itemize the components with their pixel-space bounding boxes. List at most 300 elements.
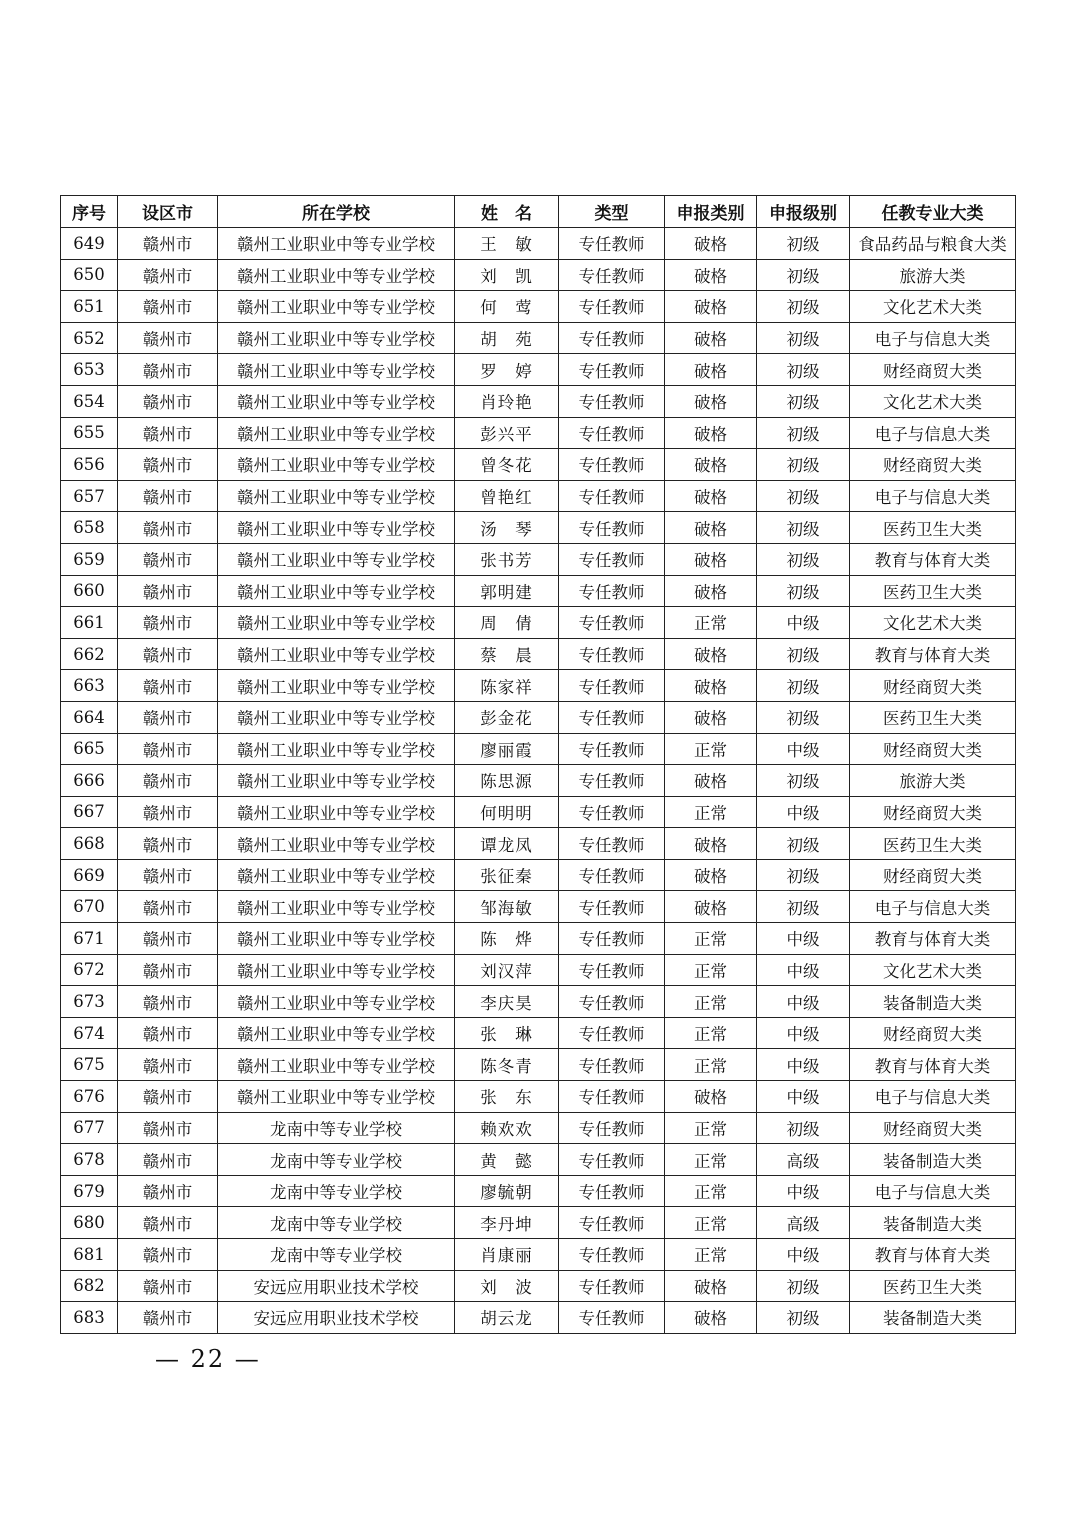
cell-index: 675 [61, 1049, 118, 1081]
cell-city: 赣州市 [118, 259, 218, 291]
cell-city: 赣州市 [118, 733, 218, 765]
cell-major-category: 旅游大类 [850, 259, 1016, 291]
cell-application-category: 破格 [665, 322, 757, 354]
cell-name: 邹海敏 [455, 891, 559, 923]
cell-index: 663 [61, 670, 118, 702]
cell-type: 专任教师 [559, 1049, 665, 1081]
cell-application-level: 初级 [757, 670, 850, 702]
cell-application-level: 初级 [757, 322, 850, 354]
cell-application-category: 正常 [665, 607, 757, 639]
header-row [61, 196, 1016, 228]
cell-application-level: 高级 [757, 1207, 850, 1239]
table-row [61, 1207, 1016, 1239]
cell-application-category: 破格 [665, 1270, 757, 1302]
cell-application-level: 初级 [757, 354, 850, 386]
cell-application-level: 初级 [757, 543, 850, 575]
cell-application-level: 中级 [757, 1239, 850, 1271]
cell-application-level: 初级 [757, 512, 850, 544]
cell-application-category: 破格 [665, 259, 757, 291]
cell-school: 赣州工业职业中等专业学校 [218, 796, 455, 828]
cell-type: 专任教师 [559, 1112, 665, 1144]
cell-index: 651 [61, 291, 118, 323]
cell-school: 安远应用职业技术学校 [218, 1302, 455, 1334]
cell-application-level: 初级 [757, 575, 850, 607]
cell-name: 赖欢欢 [455, 1112, 559, 1144]
cell-major-category: 财经商贸大类 [850, 670, 1016, 702]
cell-application-level: 中级 [757, 796, 850, 828]
cell-school: 赣州工业职业中等专业学校 [218, 228, 455, 260]
cell-type: 专任教师 [559, 923, 665, 955]
cell-city: 赣州市 [118, 891, 218, 923]
cell-name: 刘 凯 [455, 259, 559, 291]
cell-major-category: 财经商贸大类 [850, 733, 1016, 765]
cell-school: 赣州工业职业中等专业学校 [218, 607, 455, 639]
cell-school: 赣州工业职业中等专业学校 [218, 322, 455, 354]
cell-type: 专任教师 [559, 385, 665, 417]
cell-city: 赣州市 [118, 986, 218, 1018]
cell-type: 专任教师 [559, 322, 665, 354]
cell-name: 李庆昊 [455, 986, 559, 1018]
cell-application-category: 破格 [665, 638, 757, 670]
cell-name: 陈思源 [455, 765, 559, 797]
cell-application-category: 正常 [665, 733, 757, 765]
cell-type: 专任教师 [559, 733, 665, 765]
cell-application-level: 中级 [757, 986, 850, 1018]
cell-application-category: 破格 [665, 228, 757, 260]
cell-application-level: 初级 [757, 701, 850, 733]
table-row [61, 1144, 1016, 1176]
cell-name: 周 倩 [455, 607, 559, 639]
table-row [61, 828, 1016, 860]
cell-city: 赣州市 [118, 228, 218, 260]
cell-index: 680 [61, 1207, 118, 1239]
cell-index: 676 [61, 1081, 118, 1113]
table-row [61, 638, 1016, 670]
cell-index: 679 [61, 1175, 118, 1207]
roster-table [60, 195, 1016, 1334]
cell-application-category: 破格 [665, 670, 757, 702]
header-application-level: 申报级别 [757, 196, 850, 228]
cell-major-category: 文化艺术大类 [850, 954, 1016, 986]
cell-index: 649 [61, 228, 118, 260]
cell-school: 龙南中等专业学校 [218, 1207, 455, 1239]
cell-application-level: 初级 [757, 291, 850, 323]
header-type: 类型 [559, 196, 665, 228]
cell-major-category: 电子与信息大类 [850, 1081, 1016, 1113]
cell-index: 669 [61, 859, 118, 891]
cell-application-category: 正常 [665, 1017, 757, 1049]
header-school: 所在学校 [218, 196, 455, 228]
cell-type: 专任教师 [559, 765, 665, 797]
cell-name: 何 莺 [455, 291, 559, 323]
table-row [61, 923, 1016, 955]
cell-type: 专任教师 [559, 1239, 665, 1271]
cell-city: 赣州市 [118, 1239, 218, 1271]
cell-type: 专任教师 [559, 259, 665, 291]
table-row [61, 1081, 1016, 1113]
cell-application-category: 正常 [665, 954, 757, 986]
page-number: — 22 — [155, 1345, 261, 1373]
cell-application-level: 中级 [757, 733, 850, 765]
cell-city: 赣州市 [118, 1175, 218, 1207]
cell-name: 汤 琴 [455, 512, 559, 544]
cell-application-level: 初级 [757, 228, 850, 260]
cell-name: 黄 懿 [455, 1144, 559, 1176]
cell-index: 668 [61, 828, 118, 860]
cell-city: 赣州市 [118, 923, 218, 955]
cell-major-category: 医药卫生大类 [850, 701, 1016, 733]
table-row [61, 607, 1016, 639]
cell-city: 赣州市 [118, 796, 218, 828]
cell-application-level: 初级 [757, 449, 850, 481]
cell-major-category: 医药卫生大类 [850, 575, 1016, 607]
cell-application-category: 破格 [665, 1302, 757, 1334]
cell-application-category: 正常 [665, 1175, 757, 1207]
cell-city: 赣州市 [118, 1049, 218, 1081]
cell-major-category: 装备制造大类 [850, 1302, 1016, 1334]
cell-major-category: 文化艺术大类 [850, 385, 1016, 417]
cell-index: 655 [61, 417, 118, 449]
cell-major-category: 文化艺术大类 [850, 291, 1016, 323]
cell-application-category: 破格 [665, 449, 757, 481]
cell-application-category: 正常 [665, 1049, 757, 1081]
cell-application-category: 破格 [665, 291, 757, 323]
cell-application-level: 初级 [757, 891, 850, 923]
cell-name: 廖毓朝 [455, 1175, 559, 1207]
cell-city: 赣州市 [118, 1017, 218, 1049]
cell-type: 专任教师 [559, 480, 665, 512]
cell-major-category: 电子与信息大类 [850, 480, 1016, 512]
cell-index: 661 [61, 607, 118, 639]
cell-name: 曾艳红 [455, 480, 559, 512]
cell-school: 龙南中等专业学校 [218, 1175, 455, 1207]
cell-school: 赣州工业职业中等专业学校 [218, 385, 455, 417]
cell-city: 赣州市 [118, 480, 218, 512]
table-row [61, 986, 1016, 1018]
cell-name: 张 琳 [455, 1017, 559, 1049]
cell-major-category: 财经商贸大类 [850, 859, 1016, 891]
table-row [61, 354, 1016, 386]
cell-school: 赣州工业职业中等专业学校 [218, 986, 455, 1018]
cell-type: 专任教师 [559, 954, 665, 986]
cell-application-level: 中级 [757, 607, 850, 639]
cell-index: 660 [61, 575, 118, 607]
cell-school: 赣州工业职业中等专业学校 [218, 354, 455, 386]
cell-index: 674 [61, 1017, 118, 1049]
cell-index: 659 [61, 543, 118, 575]
cell-name: 肖玲艳 [455, 385, 559, 417]
cell-name: 彭兴平 [455, 417, 559, 449]
cell-type: 专任教师 [559, 891, 665, 923]
cell-type: 专任教师 [559, 1144, 665, 1176]
cell-application-category: 正常 [665, 986, 757, 1018]
cell-index: 666 [61, 765, 118, 797]
cell-city: 赣州市 [118, 765, 218, 797]
cell-index: 673 [61, 986, 118, 1018]
cell-application-category: 正常 [665, 923, 757, 955]
cell-type: 专任教师 [559, 1175, 665, 1207]
cell-major-category: 医药卫生大类 [850, 828, 1016, 860]
cell-school: 赣州工业职业中等专业学校 [218, 891, 455, 923]
cell-name: 张征秦 [455, 859, 559, 891]
cell-application-level: 初级 [757, 1270, 850, 1302]
cell-name: 谭龙凤 [455, 828, 559, 860]
cell-major-category: 电子与信息大类 [850, 1175, 1016, 1207]
cell-school: 赣州工业职业中等专业学校 [218, 543, 455, 575]
cell-application-category: 破格 [665, 828, 757, 860]
cell-application-category: 正常 [665, 796, 757, 828]
cell-major-category: 电子与信息大类 [850, 417, 1016, 449]
cell-major-category: 医药卫生大类 [850, 512, 1016, 544]
table-row [61, 543, 1016, 575]
cell-index: 681 [61, 1239, 118, 1271]
cell-index: 683 [61, 1302, 118, 1334]
cell-application-level: 初级 [757, 385, 850, 417]
table-row [61, 228, 1016, 260]
cell-application-category: 破格 [665, 575, 757, 607]
cell-application-category: 正常 [665, 1207, 757, 1239]
cell-school: 赣州工业职业中等专业学校 [218, 1081, 455, 1113]
cell-school: 赣州工业职业中等专业学校 [218, 859, 455, 891]
cell-name: 刘 波 [455, 1270, 559, 1302]
table-body [61, 228, 1016, 1334]
cell-city: 赣州市 [118, 607, 218, 639]
cell-major-category: 财经商贸大类 [850, 354, 1016, 386]
cell-index: 671 [61, 923, 118, 955]
cell-name: 张书芳 [455, 543, 559, 575]
cell-application-category: 破格 [665, 701, 757, 733]
cell-index: 650 [61, 259, 118, 291]
cell-application-level: 高级 [757, 1144, 850, 1176]
table-row [61, 859, 1016, 891]
cell-school: 赣州工业职业中等专业学校 [218, 575, 455, 607]
cell-application-level: 中级 [757, 954, 850, 986]
cell-type: 专任教师 [559, 228, 665, 260]
cell-school: 赣州工业职业中等专业学校 [218, 449, 455, 481]
cell-city: 赣州市 [118, 1081, 218, 1113]
cell-major-category: 文化艺术大类 [850, 607, 1016, 639]
table-row [61, 1302, 1016, 1334]
table-row [61, 385, 1016, 417]
cell-city: 赣州市 [118, 1302, 218, 1334]
cell-name: 廖丽霞 [455, 733, 559, 765]
cell-type: 专任教师 [559, 859, 665, 891]
table-row [61, 1049, 1016, 1081]
cell-major-category: 电子与信息大类 [850, 322, 1016, 354]
table-row [61, 701, 1016, 733]
table-row [61, 765, 1016, 797]
table-row [61, 1017, 1016, 1049]
cell-application-category: 破格 [665, 512, 757, 544]
cell-type: 专任教师 [559, 1302, 665, 1334]
cell-school: 赣州工业职业中等专业学校 [218, 638, 455, 670]
table-row [61, 891, 1016, 923]
cell-index: 662 [61, 638, 118, 670]
cell-application-category: 正常 [665, 1112, 757, 1144]
table-row [61, 417, 1016, 449]
cell-school: 赣州工业职业中等专业学校 [218, 480, 455, 512]
table-row [61, 575, 1016, 607]
cell-name: 曾冬花 [455, 449, 559, 481]
header-major-category: 任教专业大类 [850, 196, 1016, 228]
header-application-category: 申报类别 [665, 196, 757, 228]
cell-city: 赣州市 [118, 417, 218, 449]
cell-city: 赣州市 [118, 1144, 218, 1176]
cell-major-category: 教育与体育大类 [850, 543, 1016, 575]
cell-school: 赣州工业职业中等专业学校 [218, 512, 455, 544]
table-row [61, 1239, 1016, 1271]
cell-application-level: 中级 [757, 923, 850, 955]
cell-index: 678 [61, 1144, 118, 1176]
table-row [61, 733, 1016, 765]
cell-name: 罗 婷 [455, 354, 559, 386]
cell-application-category: 破格 [665, 859, 757, 891]
table-row [61, 291, 1016, 323]
cell-application-category: 破格 [665, 480, 757, 512]
cell-index: 670 [61, 891, 118, 923]
cell-name: 彭金花 [455, 701, 559, 733]
cell-application-category: 破格 [665, 765, 757, 797]
cell-major-category: 食品药品与粮食大类 [850, 228, 1016, 260]
cell-type: 专任教师 [559, 607, 665, 639]
cell-type: 专任教师 [559, 1270, 665, 1302]
cell-application-level: 初级 [757, 1112, 850, 1144]
cell-application-category: 破格 [665, 385, 757, 417]
cell-school: 赣州工业职业中等专业学校 [218, 923, 455, 955]
cell-index: 672 [61, 954, 118, 986]
cell-school: 赣州工业职业中等专业学校 [218, 954, 455, 986]
cell-index: 667 [61, 796, 118, 828]
cell-type: 专任教师 [559, 449, 665, 481]
cell-application-category: 破格 [665, 891, 757, 923]
cell-school: 赣州工业职业中等专业学校 [218, 417, 455, 449]
cell-major-category: 教育与体育大类 [850, 1049, 1016, 1081]
cell-name: 刘汉萍 [455, 954, 559, 986]
cell-name: 陈 烨 [455, 923, 559, 955]
cell-name: 陈家祥 [455, 670, 559, 702]
cell-city: 赣州市 [118, 1112, 218, 1144]
cell-name: 王 敏 [455, 228, 559, 260]
cell-index: 653 [61, 354, 118, 386]
cell-name: 李丹坤 [455, 1207, 559, 1239]
table-row [61, 480, 1016, 512]
cell-city: 赣州市 [118, 1207, 218, 1239]
cell-major-category: 财经商贸大类 [850, 1017, 1016, 1049]
cell-type: 专任教师 [559, 670, 665, 702]
cell-type: 专任教师 [559, 417, 665, 449]
table-row [61, 259, 1016, 291]
cell-city: 赣州市 [118, 954, 218, 986]
cell-application-level: 初级 [757, 765, 850, 797]
table-row [61, 954, 1016, 986]
cell-name: 肖康丽 [455, 1239, 559, 1271]
header-name: 姓 名 [455, 196, 559, 228]
cell-application-level: 初级 [757, 417, 850, 449]
cell-school: 龙南中等专业学校 [218, 1239, 455, 1271]
cell-major-category: 财经商贸大类 [850, 1112, 1016, 1144]
cell-city: 赣州市 [118, 291, 218, 323]
cell-type: 专任教师 [559, 701, 665, 733]
cell-type: 专任教师 [559, 1207, 665, 1239]
cell-city: 赣州市 [118, 385, 218, 417]
cell-type: 专任教师 [559, 512, 665, 544]
cell-application-level: 初级 [757, 859, 850, 891]
cell-school: 赣州工业职业中等专业学校 [218, 1049, 455, 1081]
cell-school: 赣州工业职业中等专业学校 [218, 291, 455, 323]
cell-school: 赣州工业职业中等专业学校 [218, 259, 455, 291]
cell-school: 赣州工业职业中等专业学校 [218, 1017, 455, 1049]
cell-city: 赣州市 [118, 449, 218, 481]
table-row [61, 449, 1016, 481]
cell-index: 657 [61, 480, 118, 512]
cell-index: 682 [61, 1270, 118, 1302]
cell-school: 龙南中等专业学校 [218, 1112, 455, 1144]
cell-major-category: 电子与信息大类 [850, 891, 1016, 923]
table-header [61, 196, 1016, 228]
cell-application-level: 初级 [757, 480, 850, 512]
cell-school: 赣州工业职业中等专业学校 [218, 828, 455, 860]
cell-city: 赣州市 [118, 701, 218, 733]
cell-name: 胡 苑 [455, 322, 559, 354]
cell-city: 赣州市 [118, 859, 218, 891]
cell-school: 赣州工业职业中等专业学校 [218, 733, 455, 765]
cell-application-category: 破格 [665, 1081, 757, 1113]
cell-city: 赣州市 [118, 828, 218, 860]
cell-type: 专任教师 [559, 1017, 665, 1049]
cell-application-level: 初级 [757, 828, 850, 860]
cell-application-category: 正常 [665, 1144, 757, 1176]
cell-major-category: 教育与体育大类 [850, 638, 1016, 670]
cell-school: 龙南中等专业学校 [218, 1144, 455, 1176]
cell-application-category: 正常 [665, 1239, 757, 1271]
cell-index: 677 [61, 1112, 118, 1144]
cell-application-level: 中级 [757, 1049, 850, 1081]
cell-application-level: 初级 [757, 259, 850, 291]
header-index: 序号 [61, 196, 118, 228]
cell-index: 654 [61, 385, 118, 417]
cell-name: 陈冬青 [455, 1049, 559, 1081]
table-row [61, 1270, 1016, 1302]
table-row [61, 322, 1016, 354]
cell-major-category: 教育与体育大类 [850, 1239, 1016, 1271]
cell-school: 安远应用职业技术学校 [218, 1270, 455, 1302]
cell-index: 652 [61, 322, 118, 354]
cell-major-category: 医药卫生大类 [850, 1270, 1016, 1302]
cell-school: 赣州工业职业中等专业学校 [218, 670, 455, 702]
table-row [61, 1175, 1016, 1207]
cell-city: 赣州市 [118, 543, 218, 575]
cell-city: 赣州市 [118, 512, 218, 544]
cell-index: 658 [61, 512, 118, 544]
cell-type: 专任教师 [559, 291, 665, 323]
cell-type: 专任教师 [559, 828, 665, 860]
cell-city: 赣州市 [118, 670, 218, 702]
table-row [61, 670, 1016, 702]
cell-type: 专任教师 [559, 986, 665, 1018]
cell-major-category: 装备制造大类 [850, 1144, 1016, 1176]
cell-application-level: 初级 [757, 1302, 850, 1334]
cell-name: 何明明 [455, 796, 559, 828]
table-row [61, 796, 1016, 828]
cell-major-category: 装备制造大类 [850, 1207, 1016, 1239]
cell-type: 专任教师 [559, 796, 665, 828]
cell-major-category: 装备制造大类 [850, 986, 1016, 1018]
table-row [61, 512, 1016, 544]
table-row [61, 1112, 1016, 1144]
cell-school: 赣州工业职业中等专业学校 [218, 765, 455, 797]
cell-type: 专任教师 [559, 575, 665, 607]
cell-school: 赣州工业职业中等专业学校 [218, 701, 455, 733]
